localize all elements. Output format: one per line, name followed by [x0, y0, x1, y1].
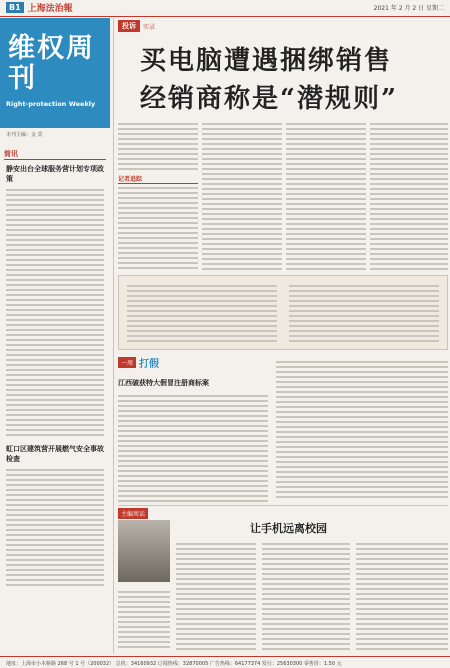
brief-headline-1[interactable]: 静安出台全球服务营计划专项政策: [6, 164, 104, 183]
section-title: 维权周刊: [8, 33, 95, 94]
section-subtitle: Right-protection Weekly: [6, 100, 96, 108]
feature-tag-sub: 实录: [143, 23, 156, 31]
left-column: [0, 18, 110, 658]
section-brand-box: [0, 18, 110, 128]
top-bar: [0, 0, 450, 14]
column-body-col1: [176, 540, 256, 652]
page-footer: 地址：上海市小木桥路 268 号 1 号（200032） 总机：34160932 订阅热线：32870005 广告热线：64177374 发行：25630300 零售价：1.50 元: [0, 656, 450, 668]
brief-section-heading: 简讯: [4, 149, 106, 160]
column-body-under-photo: [118, 588, 170, 652]
feature-body-col4: [370, 120, 448, 270]
newspaper-masthead: 上海法治報: [27, 3, 73, 14]
feature-headline-line1[interactable]: 买电脑遭遇捆绑销售: [140, 46, 393, 76]
anti-counterfeit-label: 打假: [139, 359, 160, 370]
anti-counterfeit-body-right: [276, 358, 448, 498]
column-headline[interactable]: 让手机远离校园: [250, 522, 327, 535]
feature-tag-label: 投诉: [118, 20, 140, 32]
reporter-section-heading: 记者追踪: [118, 174, 198, 184]
brief-body-1: [0, 189, 110, 436]
quote-text-left: [127, 282, 277, 344]
feature-body-col1: [118, 120, 198, 270]
editor-credit: 本刊主编：金 莫: [6, 132, 43, 138]
brief-headline-2[interactable]: 虹口区建筑营开展燃气安全事故检查: [6, 444, 104, 463]
column-section-label: 主编周话: [118, 508, 148, 519]
column-body-col3: [356, 540, 448, 652]
feature-body-col3: [286, 120, 366, 270]
weekly-icon: 一周: [118, 357, 136, 368]
column-body-col2: [262, 540, 350, 652]
header-rule: [0, 16, 450, 17]
quote-text-right: [289, 282, 439, 344]
anti-counterfeit-headline[interactable]: 江西破获特大假冒注册商标案: [118, 378, 209, 387]
editorial-quote-box: [118, 275, 448, 350]
anti-counterfeit-section-tag: [118, 355, 159, 370]
columnist-photo: [118, 520, 170, 582]
section-divider: [118, 505, 448, 506]
feature-headline-line2[interactable]: 经销商称是“潜规则”: [140, 84, 398, 114]
column-section-tag: [118, 508, 148, 519]
issue-date: 2021 年 2 月 2 日 星期二: [373, 4, 444, 12]
anti-counterfeit-body: [118, 392, 268, 502]
column-divider: [113, 18, 114, 654]
feature-body-col2: [202, 120, 282, 270]
brief-body-2: [0, 469, 110, 586]
feature-tag: [118, 20, 155, 32]
page-number-badge: B1: [6, 2, 24, 13]
